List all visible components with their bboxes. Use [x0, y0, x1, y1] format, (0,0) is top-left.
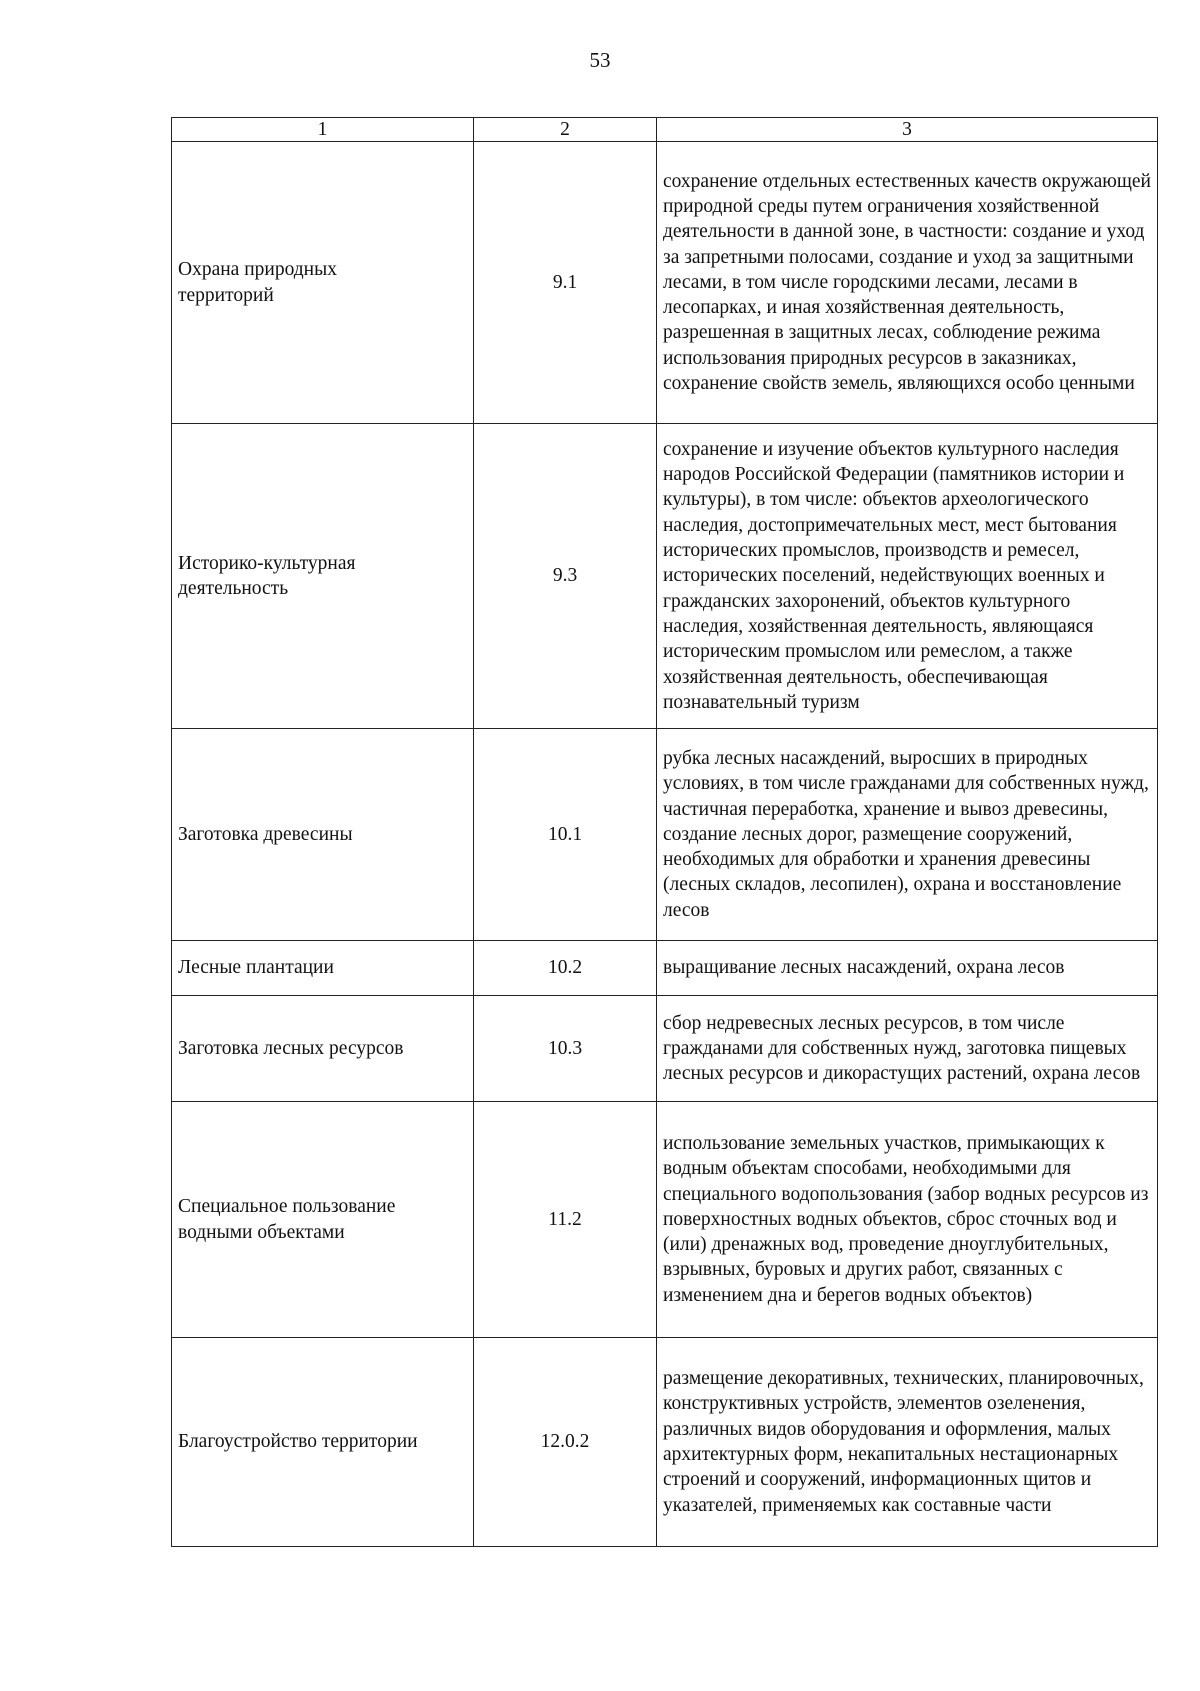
table-row [172, 941, 1158, 996]
table-header-row [172, 118, 1158, 142]
land-use-name-word: Специальное [178, 1196, 288, 1218]
land-use-code: 9.1 [474, 142, 657, 424]
page-number: 53 [589, 48, 611, 72]
land-use-code: 10.3 [474, 996, 657, 1102]
land-use-code: 10.2 [474, 941, 657, 996]
land-use-name: Лесные плантации [172, 941, 474, 996]
land-use-description: использование земельных участков, примыкающих к водным объектам способами, необходимыми для специального водопользования (забор водных ресурсов из поверхностных водных объектов, сброс сточных вод и (или) дренажных вод, проведение дноуглубительных, взрывных, буровых и других работ, связанных с изменением дна и берегов водных объектов) [657, 1102, 1158, 1338]
table-row [172, 424, 1158, 729]
land-use-description: сохранение отдельных естественных качеств окружающей природной среды путем ограничения хозяйственной деятельности в данной зоне, в частности: создание и уход за запретными полосами, создание и уход за защитными лесами, в том числе городскими лесами, лесами в лесопарках, и иная хозяйственная деятельность, разрешенная в защитных лесах, соблюдение режима использования природных ресурсов в заказниках, сохранение свойств земель, являющихся особо ценными [657, 142, 1158, 424]
land-use-description: сохранение и изучение объектов культурного наследия народов Российской Федерации (памятников истории и культуры), в том числе: объектов археологического наследия, достопримечательных мест, мест бытования исторических промыслов, производств и ремесел, исторических поселений, недействующих военных и гражданских захоронений, объектов культурного наследия, хозяйственная деятельность, являющаяся историческим промыслом или ремеслом, а также хозяйственная деятельность, обеспечивающая познавательный туризм [657, 424, 1158, 729]
land-use-name: Благоустройство территории [172, 1338, 474, 1547]
table-row [172, 142, 1158, 424]
land-use-name: Охрана природных территорий [172, 142, 474, 424]
land-use-table [171, 117, 1158, 1547]
land-use-name [172, 1102, 474, 1338]
land-use-name-line: водными объектами [178, 1221, 345, 1243]
column-header-2: 2 [474, 118, 657, 142]
land-use-code: 11.2 [474, 1102, 657, 1338]
table-row [172, 729, 1158, 941]
table-row [172, 1338, 1158, 1547]
land-use-description: размещение декоративных, технических, планировочных, конструктивных устройств, элементов озеленения, различных видов оборудования и оформления, малых архитектурных форм, некапитальных нестационарных строений и сооружений, информационных щитов и указателей, применяемых как составные части [657, 1338, 1158, 1547]
land-use-code: 12.0.2 [474, 1338, 657, 1547]
land-use-code: 10.1 [474, 729, 657, 941]
land-use-code: 9.3 [474, 424, 657, 729]
land-use-description: выращивание лесных насаждений, охрана лесов [657, 941, 1158, 996]
column-header-1: 1 [172, 118, 474, 142]
land-use-description: рубка лесных насаждений, выросших в природных условиях, в том числе гражданами для собственных нужд, частичная переработка, хранение и вывоз древесины, создание лесных дорог, размещение сооружений, необходимых для обработки и хранения древесины (лесных складов, лесопилен), охрана и восстановление лесов [657, 729, 1158, 941]
land-use-name: Заготовка лесных ресурсов [172, 996, 474, 1102]
land-use-name: Историко-культурная деятельность [172, 424, 474, 729]
land-use-description: сбор недревесных лесных ресурсов, в том числе гражданами для собственных нужд, заготовка пищевых лесных ресурсов и дикорастущих растений, охрана лесов [657, 996, 1158, 1102]
column-header-3: 3 [657, 118, 1158, 142]
land-use-name: Заготовка древесины [172, 729, 474, 941]
table-row [172, 996, 1158, 1102]
table-row [172, 1102, 1158, 1338]
land-use-name-word: пользование [292, 1196, 396, 1218]
